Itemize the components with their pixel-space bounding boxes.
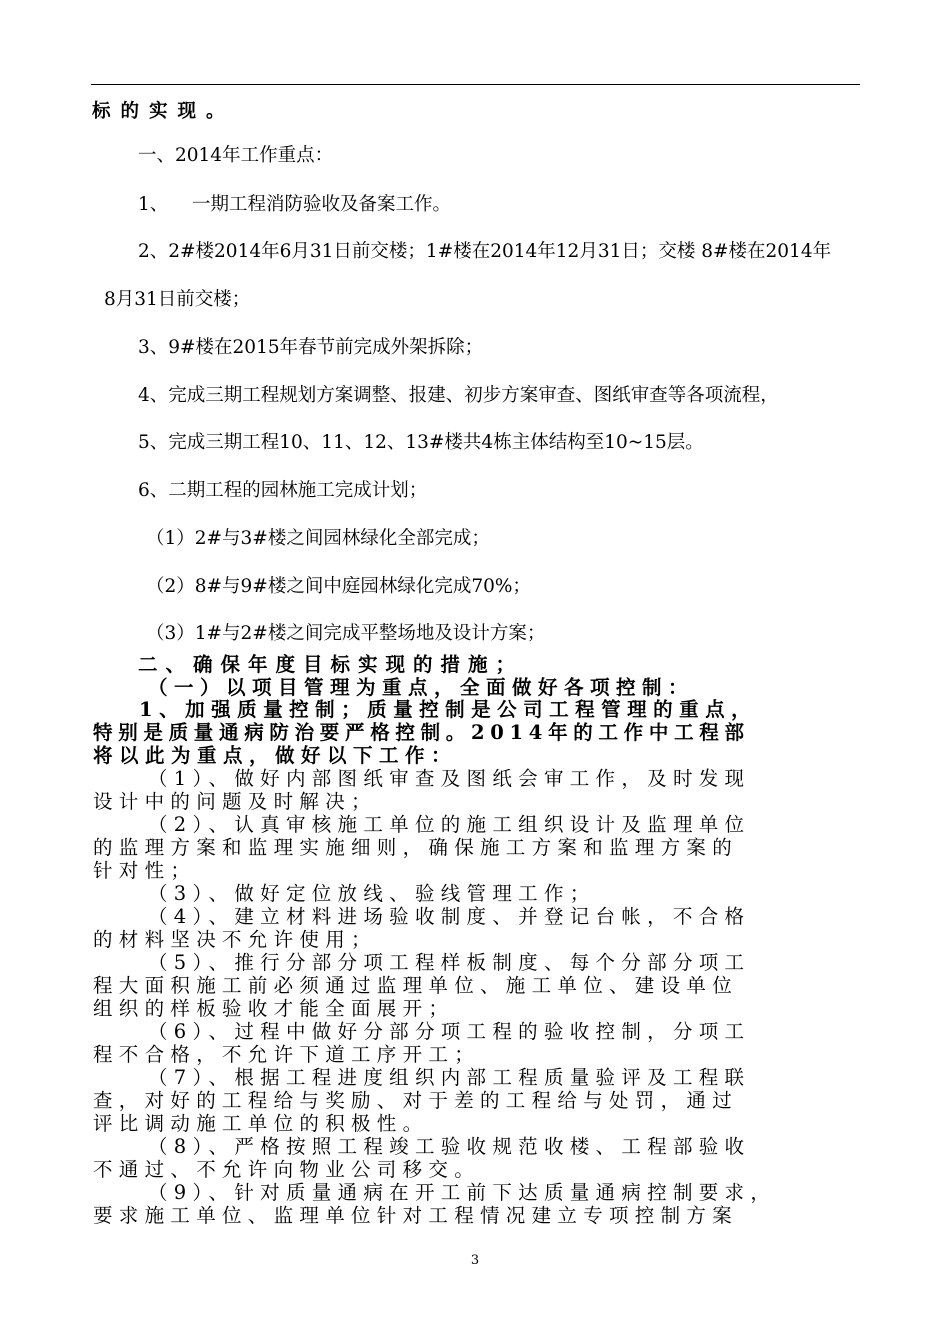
subitem-2: （2）8#与9#楼之间中庭园林绿化完成70%； xyxy=(146,576,531,597)
continuation-text: 标的实现。 xyxy=(92,101,235,122)
list-line: （4）、建立材料进场验收制度、并登记台帐，不合格 xyxy=(148,905,751,928)
list-line: （2）、认真审核施工单位的施工组织设计及监理单位 xyxy=(148,813,751,836)
list-line: （9）、针对质量通病在开工前下达质量通病控制要求， xyxy=(148,1181,777,1204)
list-line: 组织的样板验收才能全面展开； xyxy=(93,997,455,1020)
item4: 4、完成三期工程规划方案调整、报建、初步方案审查、图纸审查等各项流程， xyxy=(138,385,779,406)
list-line: 要求施工单位、监理单位针对工程情况建立专项控制方案 xyxy=(93,1204,739,1227)
quality-line-2: 特别是质量通病防治要严格控制。2014年的工作中工程部 xyxy=(93,721,750,744)
item2-line1: 2、2#楼2014年6月31日前交楼；1#楼在2014年12月31日；交楼 8#楼在2014年 xyxy=(138,241,832,262)
subitem-1: （1）2#与3#楼之间园林绿化全部完成； xyxy=(146,528,490,549)
list-line: 查，对好的工程给与奖励、对于差的工程给与处罚，通过 xyxy=(93,1089,739,1112)
quality-line-1: 1、加强质量控制；质量控制是公司工程管理的重点， xyxy=(139,698,758,721)
item1-number: 1、 xyxy=(138,194,169,215)
item2-line2: 8月31日前交楼； xyxy=(104,289,251,310)
header-rule xyxy=(91,84,860,85)
quality-line-3: 将以此为重点，做好以下工作： xyxy=(93,744,458,767)
list-line: （3）、做好定位放线、验线管理工作； xyxy=(148,882,596,905)
list-line: 程不合格，不允许下道工序开工； xyxy=(93,1043,481,1066)
section-title: 一、2014年工作重点： xyxy=(138,145,334,166)
page-number: 3 xyxy=(470,1253,480,1268)
list-line: 程大面积施工前必须通过监理单位、施工单位、建设单位 xyxy=(93,974,739,997)
list-line: 不通过、不允许向物业公司移交。 xyxy=(93,1158,481,1181)
list-line: （5）、推行分部分项工程样板制度、每个分部分项工 xyxy=(148,951,751,974)
list-line: 的监理方案和监理实施细则，确保施工方案和监理方案的 xyxy=(93,836,739,859)
list-line: 针对性； xyxy=(93,859,197,882)
list-line: （1）、做好内部图纸审查及图纸会审工作，及时发现 xyxy=(148,767,751,790)
item1-text: 一期工程消防验收及备案工作。 xyxy=(192,194,452,215)
list-line: （6）、过程中做好分部分项工程的验收控制，分项工 xyxy=(148,1020,751,1043)
measures-title: 二、确保年度目标实现的措施； xyxy=(138,653,524,676)
item6: 6、二期工程的园林施工完成计划； xyxy=(138,480,428,501)
item3: 3、9#楼在2015年春节前完成外架拆除； xyxy=(138,337,484,358)
measures-subtitle: （一）以项目管理为重点，全面做好各项控制： xyxy=(148,676,695,699)
item5: 5、完成三期工程10、11、12、13#楼共4栋主体结构至10~15层。 xyxy=(138,432,704,453)
list-line: 评比调动施工单位的积极性。 xyxy=(93,1112,429,1135)
list-line: 的材料坚决不允许使用； xyxy=(93,928,377,951)
list-line: （8）、严格按照工程竣工验收规范收楼、工程部验收 xyxy=(148,1135,751,1158)
list-line: （7）、根据工程进度组织内部工程质量验评及工程联 xyxy=(148,1066,751,1089)
subitem-3: （3）1#与2#楼之间完成平整场地及设计方案； xyxy=(146,623,546,644)
list-line: 设计中的问题及时解决； xyxy=(93,790,377,813)
